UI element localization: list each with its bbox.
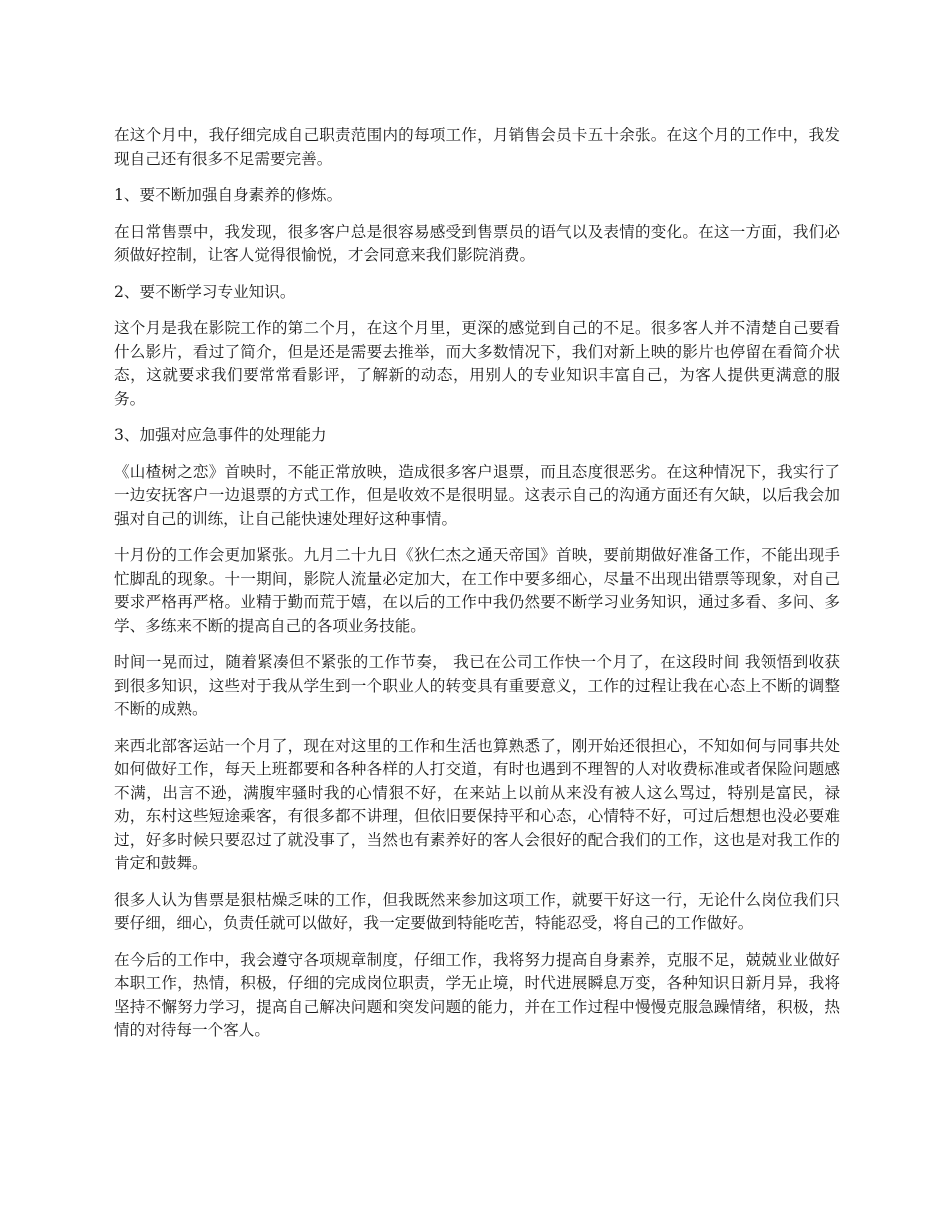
- heading-point-3: 3、加强对应急事件的处理能力: [114, 426, 327, 444]
- paragraph-future-plan: 在今后的工作中，我会遵守各项规章制度，仔细工作，我将努力提高自身素养，克服不足，兢兢业业做好本职工作，热情，积极，仔细的完成岗位职责，学无止境，时代进展瞬息万变，各种知识日新月异，我将坚持不懈努力学习，提高自己解决问题和突发问题的能力，并在工作过程中慢慢克服急躁情绪，积极，热情的对待每一个客人。: [114, 950, 840, 1039]
- heading-point-1: 1、要不断加强自身素养的修炼。: [114, 186, 343, 204]
- paragraph-station-experience: 来西北部客运站一个月了，现在对这里的工作和生活也算熟悉了，刚开始还很担心，不知如何与同事共处如何做好工作，每天上班都要和各种各样的人打交道，有时也遇到不理智的人对收费标准或者保险问题感不满，出言不逊，满腹牢骚时我的心情狠不好，在来站上以前从来没有被人这么骂过，特别是富民，禄劝，东村这些短途乘客，有很多都不讲理，但依旧要保持平和心态，心情特不好，可过后想想也没必要难过，好多时候只要忍过了就没事了，当然也有素养好的客人会很好的配合我们的工作，这也是对我工作的肯定和鼓舞。: [114, 736, 840, 872]
- paragraph-point-1: 在日常售票中，我发现，很多客户总是很容易感受到售票员的语气以及表情的变化。在这一方面，我们必须做好控制，让客人觉得很愉悦，才会同意来我们影院消费。: [114, 222, 840, 264]
- paragraph-reflection: 时间一晃而过，随着紧凑但不紧张的工作节奏， 我已在公司工作快一个月了，在这段时间 我领悟到收获到很多知识，这些对于我从学生到一个职业人的转变具有重要意义，工作的过程让我在心态上不断的调整不断的成熟。: [114, 653, 840, 718]
- paragraph-point-2: 这个月是我在影院工作的第二个月，在这个月里，更深的感觉到自己的不足。很多客人并不清楚自己要看什么影片，看过了简介，但是还是需要去推举，而大多数情况下，我们对新上映的影片也停留在看简介状态，这就要求我们要常常看影评，了解新的动态，用别人的专业知识丰富自己，为客人提供更满意的服务。: [114, 319, 840, 408]
- paragraph-point-3: 《山楂树之恋》首映时，不能正常放映，造成很多客户退票，而且态度很恶劣。在这种情况下，我实行了一边安抚客户一边退票的方式工作，但是收效不是很明显。这表示自己的沟通方面还有欠缺，以后我会加强对自己的训练，让自己能快速处理好这种事情。: [114, 462, 840, 528]
- document-body: [114, 124, 840, 1056]
- paragraph-october-plan: 十月份的工作会更加紧张。九月二十九日《狄仁杰之通天帝国》首映，要前期做好准备工作，不能出现手忙脚乱的现象。十一期间，影院人流量必定加大，在工作中要多细心，尽量不出现出错票等现象，对自己要求严格再严格。业精于勤而荒于嬉，在以后的工作中我仍然要不断学习业务知识，通过多看、多问、多学、多练来不断的提高自己的各项业务技能。: [114, 546, 840, 635]
- paragraph-intro: 在这个月中，我仔细完成自己职责范围内的每项工作，月销售会员卡五十余张。在这个月的工作中，我发现自己还有很多不足需要完善。: [114, 126, 840, 168]
- heading-point-2: 2、要不断学习专业知识。: [114, 282, 296, 301]
- paragraph-attitude: 很多人认为售票是狠枯燥乏味的工作，但我既然来参加这项工作，就要干好这一行，无论什么岗位我们只要仔细，细心，负责任就可以做好，我一定要做到特能吃苦，特能忍受，将自己的工作做好。: [114, 890, 840, 932]
